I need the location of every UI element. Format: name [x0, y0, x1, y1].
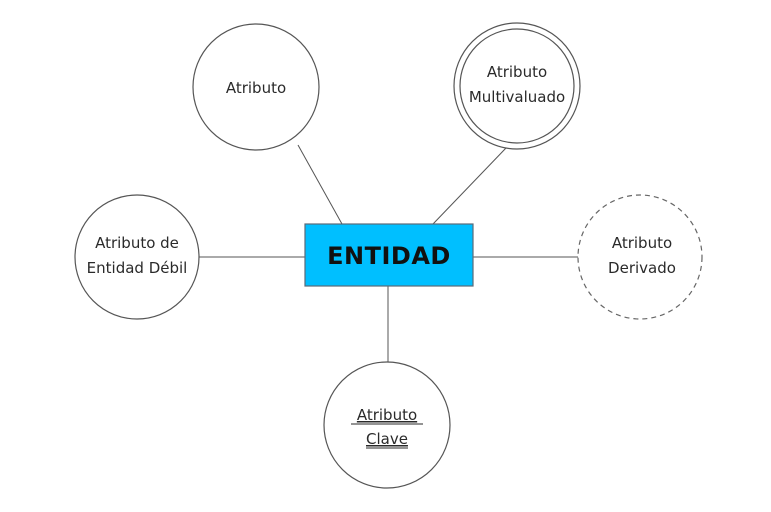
simple-attribute-label: Atributo	[225, 79, 287, 97]
multivalued-attribute-node	[454, 23, 580, 149]
derived-attribute-label-line1: Atributo	[611, 234, 673, 252]
multivalued-attribute-inner-ellipse	[460, 29, 574, 143]
entity-label: ENTIDAD	[327, 242, 451, 270]
multivalued-attribute-label-line1: Atributo	[486, 63, 548, 81]
weak-entity-attribute-label-line2: Entidad Débil	[86, 259, 188, 277]
connector-simple-attribute	[298, 145, 342, 224]
connector-multivalued-attribute	[433, 148, 506, 224]
derived-attribute-node	[578, 195, 702, 319]
weak-entity-attribute-label-line1: Atributo de	[95, 234, 179, 252]
derived-attribute-label-line2: Derivado	[608, 259, 676, 277]
key-attribute-label-line2: Clave	[366, 430, 408, 448]
derived-attribute-ellipse	[578, 195, 702, 319]
simple-attribute-node	[193, 24, 319, 150]
entity-node	[305, 224, 473, 286]
multivalued-attribute-label-line2: Multivaluado	[468, 88, 566, 106]
key-attribute-label-line1: Atributo	[356, 406, 418, 424]
weak-entity-attribute-ellipse	[75, 195, 199, 319]
key-attribute-node	[324, 362, 450, 488]
key-attribute-ellipse	[324, 362, 450, 488]
weak-entity-attribute-node	[75, 195, 199, 319]
